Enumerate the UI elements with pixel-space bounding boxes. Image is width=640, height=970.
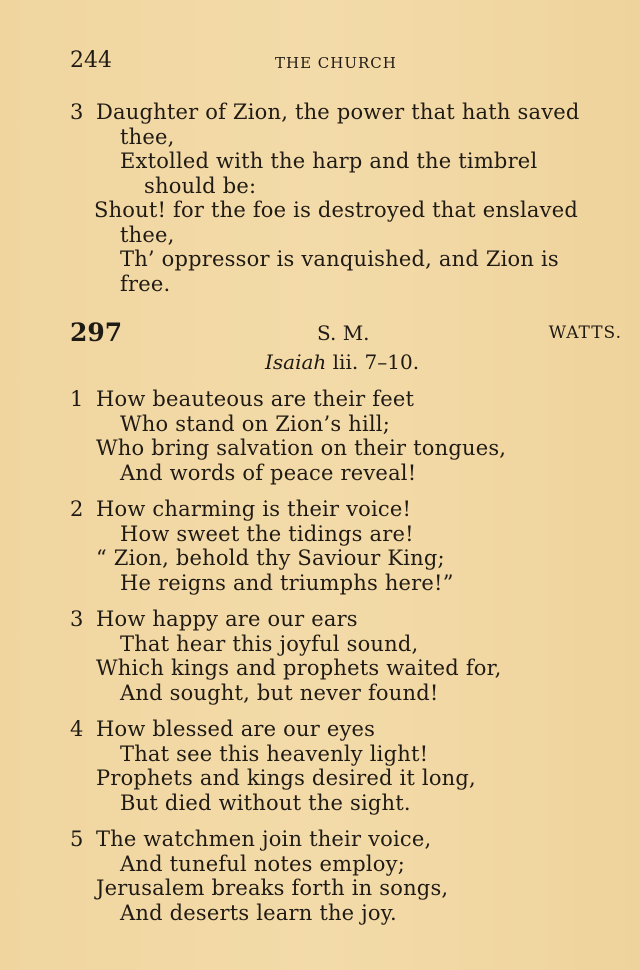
verse-line-text: How blessed are our eyes <box>96 717 376 741</box>
verse-line <box>70 198 630 223</box>
hymn-verse-3 <box>70 607 630 705</box>
running-head: THE CHURCH <box>275 54 397 72</box>
verse-line <box>70 125 630 150</box>
verse-line <box>70 174 630 199</box>
verse-line-text: He reigns and triumphs here!” <box>120 570 454 595</box>
scripture-chapter-verse: lii. 7–10. <box>332 350 420 374</box>
verse-line-text: And sought, but never found! <box>120 680 439 705</box>
verse-line-text: Extolled with the harp and the timbrel <box>120 149 538 173</box>
verse-line <box>70 272 630 297</box>
verse-line-text: How sweet the tidings are! <box>120 521 414 546</box>
verse-line <box>70 742 630 767</box>
verse-line-text: thee, <box>120 222 175 247</box>
verse-line-text: Th’ oppressor is vanquished, and Zion is <box>120 247 559 271</box>
verse-line-text: Prophets and kings desired it long, <box>96 766 476 790</box>
verse-line <box>70 436 630 461</box>
hymn-author: WATTS. <box>548 323 622 343</box>
verse-line <box>70 607 630 632</box>
verse-line <box>70 876 630 901</box>
hymn-verse-1 <box>70 387 630 485</box>
verse-line <box>70 827 630 852</box>
verse-line-text: And deserts learn the joy. <box>120 900 397 925</box>
verse-line-text: Shout! for the foe is destroyed that enslaved <box>94 198 578 222</box>
verse-line <box>70 656 630 681</box>
verse-number: 2 <box>70 497 84 521</box>
verse-line <box>70 571 630 596</box>
verse-number: 5 <box>70 827 84 851</box>
verse-line-text: Who stand on Zion’s hill; <box>120 411 391 436</box>
scripture-reference <box>265 350 419 374</box>
page-header <box>70 48 620 76</box>
verse-line-text: thee, <box>120 124 175 149</box>
verse-line-text: How happy are our ears <box>96 607 358 631</box>
verse-number: 1 <box>70 387 84 411</box>
verse-number: 3 <box>70 100 84 124</box>
verse-line <box>70 461 630 486</box>
hymn-meter: S. M. <box>317 321 370 345</box>
verse-number: 4 <box>70 717 84 741</box>
hymn-verse-2 <box>70 497 630 595</box>
verse-line-text: should be: <box>144 173 257 198</box>
page-number: 244 <box>70 48 112 73</box>
verse-line-text: And words of peace reveal! <box>120 460 417 485</box>
verse-line <box>70 247 630 272</box>
verse-line <box>70 149 630 174</box>
verse-line-text: That hear this joyful sound, <box>120 631 419 656</box>
verse-line <box>70 387 630 412</box>
verse-line <box>70 546 630 571</box>
hymn-heading <box>70 318 622 350</box>
verse-line-text: But died without the sight. <box>120 790 411 815</box>
verse-line <box>70 901 630 926</box>
verse-line <box>70 223 630 248</box>
hymn-verse-5 <box>70 827 630 925</box>
verse-line <box>70 717 630 742</box>
verse-line <box>70 681 630 706</box>
verse-line <box>70 632 630 657</box>
verse-line-text: “ Zion, behold thy Saviour King; <box>96 546 445 570</box>
verse-line <box>70 100 630 125</box>
scripture-book: Isaiah <box>265 350 327 374</box>
hymn-number: 297 <box>70 318 123 347</box>
verse-line <box>70 852 630 877</box>
verse-line <box>70 497 630 522</box>
verse-line-text: Jerusalem breaks forth in songs, <box>96 876 449 900</box>
verse-line <box>70 412 630 437</box>
verse-line-text: Who bring salvation on their tongues, <box>96 436 507 460</box>
verse-line-text: The watchmen join their voice, <box>96 827 432 851</box>
verse-line-text: That see this heavenly light! <box>120 741 429 766</box>
verse-line-text: How beauteous are their feet <box>96 387 415 411</box>
prev-hymn-verse-3 <box>70 100 630 296</box>
verse-line-text: free. <box>120 271 171 296</box>
verse-line-text: Daughter of Zion, the power that hath saved <box>96 100 580 124</box>
verse-number: 3 <box>70 607 84 631</box>
verse-line-text: Which kings and prophets waited for, <box>96 656 502 680</box>
verse-line-text: And tuneful notes employ; <box>120 851 405 876</box>
hymn-verse-4 <box>70 717 630 815</box>
verse-line <box>70 766 630 791</box>
verse-line <box>70 791 630 816</box>
verse-line-text: How charming is their voice! <box>96 497 412 521</box>
verse-line <box>70 522 630 547</box>
